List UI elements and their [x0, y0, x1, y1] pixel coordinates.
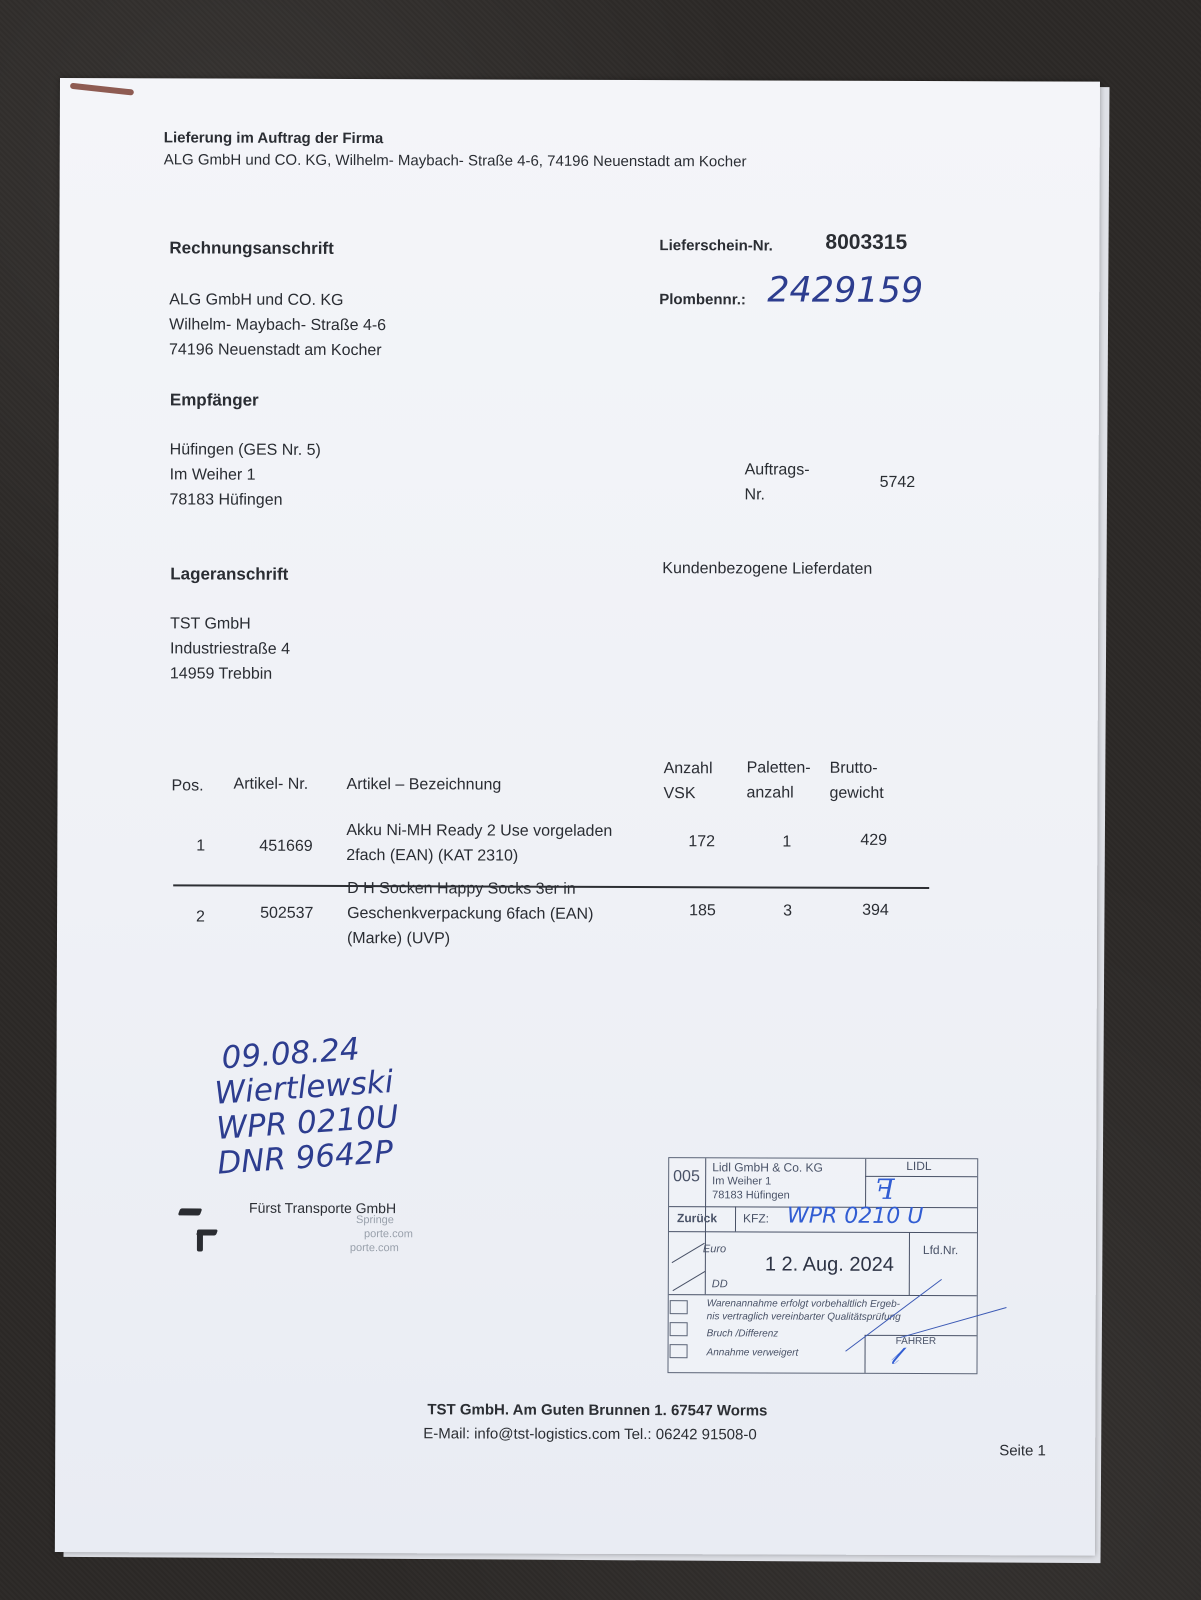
recipient-line: Im Weiher 1	[169, 466, 256, 484]
table-header-pallets-line-2: anzahl	[746, 784, 794, 802]
table-row-1-pallets: 1	[782, 833, 792, 851]
footer-company: TST GmbH. Am Guten Brunnen 1. 67547 Worms	[427, 1401, 768, 1420]
recipient-line: Hüfingen (GES Nr. 5)	[169, 441, 321, 459]
table-row-2-article-no: 502537	[260, 904, 314, 922]
table-row-2-pallets: 3	[783, 902, 793, 920]
billing-line: ALG GmbH und CO. KG	[169, 291, 344, 309]
delivery-note-label: Lieferschein-Nr.	[659, 237, 773, 255]
billing-title: Rechnungsanschrift	[169, 238, 334, 258]
warehouse-title: Lageranschrift	[170, 564, 289, 584]
stamp-checkbox	[670, 1300, 688, 1314]
stamp-kfz-label: KFZ:	[742, 1211, 770, 1226]
table-header-pos: Pos.	[171, 777, 204, 795]
handwritten-plate-1: WPR 0210U	[215, 1098, 400, 1147]
order-label-line-1: Auftrags-	[744, 461, 810, 479]
delivery-note-value: 8003315	[825, 230, 908, 254]
stamp-signature-icon: ꟻ	[875, 1172, 895, 1206]
stamp-driver-signature-icon: 𝓁	[890, 1341, 899, 1370]
stamp-checkbox	[670, 1322, 688, 1336]
warehouse-line: TST GmbH	[170, 615, 251, 633]
stamp-euro-label: Euro	[702, 1243, 727, 1256]
header-line-1: Lieferung im Auftrag der Firma	[163, 129, 384, 148]
table-header-qty-line-2: VSK	[663, 785, 696, 803]
table-row-1-qty: 172	[688, 833, 716, 851]
stamp-number: 005	[673, 1168, 700, 1186]
table-header-pallets-line-1: Paletten-	[746, 759, 811, 777]
logo-line-2: porte.com	[363, 1228, 413, 1241]
stamp-dd-label: DD	[711, 1278, 728, 1291]
billing-line: 74196 Neuenstadt am Kocher	[169, 341, 382, 360]
seal-label: Plombennr.:	[659, 291, 746, 309]
table-row-1-gross: 429	[860, 831, 888, 849]
table-row-2-description-line: (Marke) (UVP)	[346, 930, 451, 948]
recipient-title: Empfänger	[169, 390, 259, 410]
stamp-note-line-4: Annahme verweigert	[706, 1347, 799, 1359]
company-logo-icon	[179, 1203, 219, 1273]
recipient-line: 78183 Hüfingen	[169, 491, 283, 509]
stamp-checkbox	[670, 1344, 688, 1358]
order-value: 5742	[879, 473, 916, 491]
table-row-2-description-line: D H Socken Happy Socks 3er in	[347, 880, 576, 898]
table-header-qty-line-1: Anzahl	[663, 760, 713, 778]
stamp-note-line-1: Warenannahme erfolgt vorbehaltlich Ergeb-	[706, 1298, 901, 1310]
receipt-stamp	[667, 1157, 978, 1374]
stamp-brand: LIDL	[906, 1158, 932, 1174]
stamp-date: 1 2. Aug. 2024	[764, 1253, 894, 1276]
seal-value: 2429159	[767, 270, 924, 312]
table-header-gross-line-1: Brutto-	[829, 759, 878, 777]
warehouse-line: Industriestraße 4	[169, 640, 291, 658]
delivery-note-page	[55, 78, 1100, 1556]
header-line-2: ALG GmbH und CO. KG, Wilhelm- Maybach- Straße 4-6, 74196 Neuenstadt am Kocher	[163, 151, 747, 171]
stamp-company-line-1: Lidl GmbH & Co. KG	[712, 1160, 823, 1175]
stamp-company-line-3: 78183 Hüfingen	[712, 1189, 790, 1202]
stamp-lfd-label: Lfd.Nr.	[922, 1243, 959, 1258]
logo-line-3: porte.com	[349, 1242, 399, 1255]
logo-line-1: Springe	[355, 1214, 394, 1227]
table-row-2-pos: 2	[196, 908, 206, 926]
handwritten-date: 09.08.24	[220, 1031, 361, 1077]
warehouse-line: 14959 Trebbin	[169, 665, 273, 683]
stamp-note-line-3: Bruch /Differenz	[706, 1328, 779, 1340]
billing-line: Wilhelm- Maybach- Straße 4-6	[169, 316, 387, 335]
table-header-description: Artikel – Bezeichnung	[346, 776, 502, 794]
table-row-2-description-line: Geschenkverpackung 6fach (EAN)	[347, 905, 594, 923]
table-header-gross-line-2: gewicht	[829, 784, 884, 802]
table-row-2-qty: 185	[689, 902, 716, 920]
handwritten-plate-2: DNR 9642P	[216, 1134, 395, 1182]
page-number: Seite 1	[999, 1442, 1046, 1460]
table-row-1-description-line: 2fach (EAN) (KAT 2310)	[346, 847, 519, 865]
handwritten-name: Wiertlewski	[213, 1063, 395, 1112]
table-row-2-gross: 394	[862, 901, 889, 919]
paper-clip-mark	[70, 83, 134, 96]
table-row-1-description-line: Akku Ni-MH Ready 2 Use vorgeladen	[346, 822, 613, 840]
stamp-kfz-value: WPR 0210 U	[786, 1203, 924, 1230]
stamp-driver-label: FAHRER	[895, 1335, 937, 1348]
stamp-note-line-2: nis vertraglich vereinbarter Qualitätsprüfung	[706, 1311, 901, 1323]
order-label-line-2: Nr.	[744, 486, 766, 504]
stamp-return-label: Zurück	[676, 1211, 718, 1226]
logo-title: Fürst Transporte GmbH	[249, 1199, 397, 1217]
table-row-1-article-no: 451669	[259, 837, 313, 855]
customer-delivery-title: Kundenbezogene Lieferdaten	[662, 560, 873, 578]
table-row-1-pos: 1	[196, 837, 206, 855]
footer-contact: E-Mail: info@tst-logistics.com Tel.: 06242 91508-0	[423, 1425, 757, 1444]
stamp-company-line-2: Im Weiher 1	[712, 1175, 772, 1188]
table-header-article-no: Artikel- Nr.	[233, 775, 309, 793]
